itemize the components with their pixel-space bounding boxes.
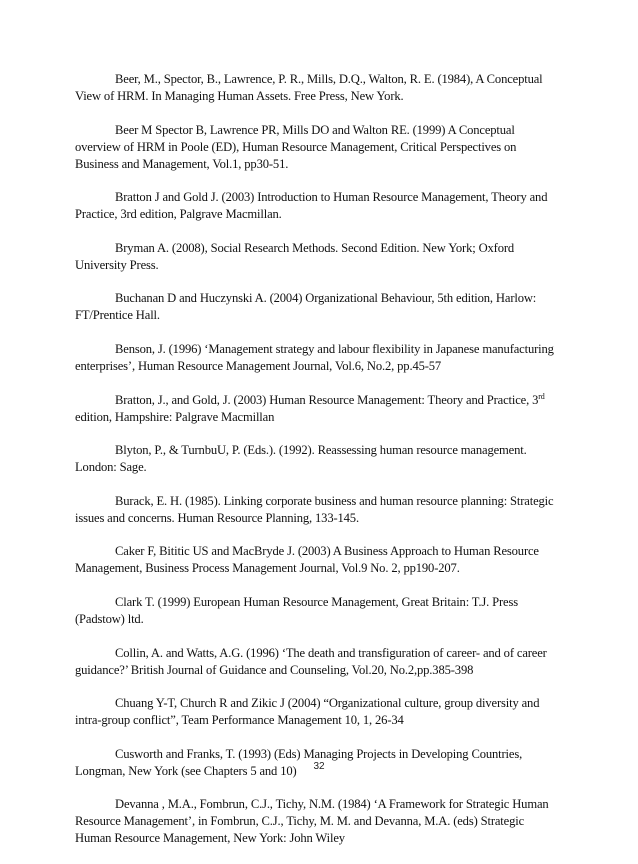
reference-line: Bryman A. (2008), Social Research Methods. Second Edition. New York; Oxford [115,240,515,255]
reference-entry [75,189,567,223]
reference-line: Management, Business Process Management Journal, Vol.9 No. 2, pp190-207. [75,561,460,576]
reference-entry [75,71,567,105]
reference-line: Beer, M., Spector, B., Lawrence, P. R., Mills, D.Q., Walton, R. E. (1984), A Conceptual [115,72,543,86]
reference-line: overview of HRM in Poole (ED), Human Resource Management, Critical Perspectives on [75,139,517,154]
reference-line: issues and concerns. Human Resource Planning, 133-145. [75,510,359,525]
reference-line: Caker F, Bititic US and MacBryde J. (2003) A Business Approach to Human Resource [115,544,539,559]
reference-list [75,71,567,864]
reference-entry [75,695,567,729]
reference-entry [75,290,567,324]
reference-entry [75,594,567,628]
reference-line: University Press. [75,257,159,272]
reference-line: (Padstow) ltd. [75,611,144,626]
reference-line: Practice, 3rd edition, Palgrave Macmillan. [75,207,282,222]
reference-line: intra-group conflict”, Team Performance Management 10, 1, 26-34 [75,713,404,728]
superscript-ordinal: rd [538,391,545,401]
reference-entry [75,645,567,679]
reference-line: Devanna , M.A., Fombrun, C.J., Tichy, N.M. (1984) ‘A Framework for Strategic Human [115,797,549,812]
reference-line: Human Resource Management, New York: John Wiley [75,831,345,846]
reference-line: Bratton J and Gold J. (2003) Introduction to Human Resource Management, Theory and [115,190,548,205]
reference-entry [75,442,567,476]
reference-line: Collin, A. and Watts, A.G. (1996) ‘The death and transfiguration of career- and of career [115,645,547,660]
reference-entry [75,122,567,173]
reference-line: Longman, New York (see Chapters 5 and 10) [75,763,297,778]
reference-line: London: Sage. [75,460,147,475]
reference-line: Chuang Y-T, Church R and Zikic J (2004) “Organizational culture, group diversity and [115,696,540,711]
reference-entry [75,796,567,847]
reference-line: Beer M Spector B, Lawrence PR, Mills DO and Walton RE. (1999) A Conceptual [115,122,515,137]
reference-line: Clark T. (1999) European Human Resource Management, Great Britain: T.J. Press [115,594,519,609]
reference-entry [75,341,567,375]
reference-line: Buchanan D and Huczynski A. (2004) Organizational Behaviour, 5th edition, Harlow: [115,291,537,306]
reference-line: Blyton, P., & TurnbuU, P. (Eds.). (1992). Reassessing human resource management. [115,443,527,458]
reference-line: Benson, J. (1996) ‘Management strategy and labour flexibility in Japanese manufacturing [115,341,554,356]
reference-line: Burack, E. H. (1985). Linking corporate business and human resource planning: Strategic [115,493,554,508]
reference-entry [75,543,567,577]
reference-entry [75,493,567,527]
reference-line: guidance?’ British Journal of Guidance and Counseling, Vol.20, No.2,pp.385-398 [75,662,474,677]
reference-line: Cusworth and Franks, T. (1993) (Eds) Managing Projects in Developing Countries, [115,746,523,761]
reference-line: View of HRM. In Managing Human Assets. Free Press, New York. [75,89,404,103]
reference-entry [75,392,567,426]
reference-entry [75,240,567,274]
reference-line: Bratton, J., and Gold, J. (2003) Human Resource Management: Theory and Practice, 3 [115,392,539,407]
page-number: 32 [313,761,325,772]
reference-line: FT/Prentice Hall. [75,308,160,323]
reference-line: Business and Management, Vol.1, pp30-51. [75,156,289,171]
reference-line: edition, Hampshire: Palgrave Macmillan [75,409,275,424]
reference-line: enterprises’, Human Resource Management Journal, Vol.6, No.2, pp.45-57 [75,358,442,373]
reference-line: Resource Management’, in Fombrun, C.J., Tichy, M. M. and Devanna, M.A. (eds) Strategic [75,814,525,829]
